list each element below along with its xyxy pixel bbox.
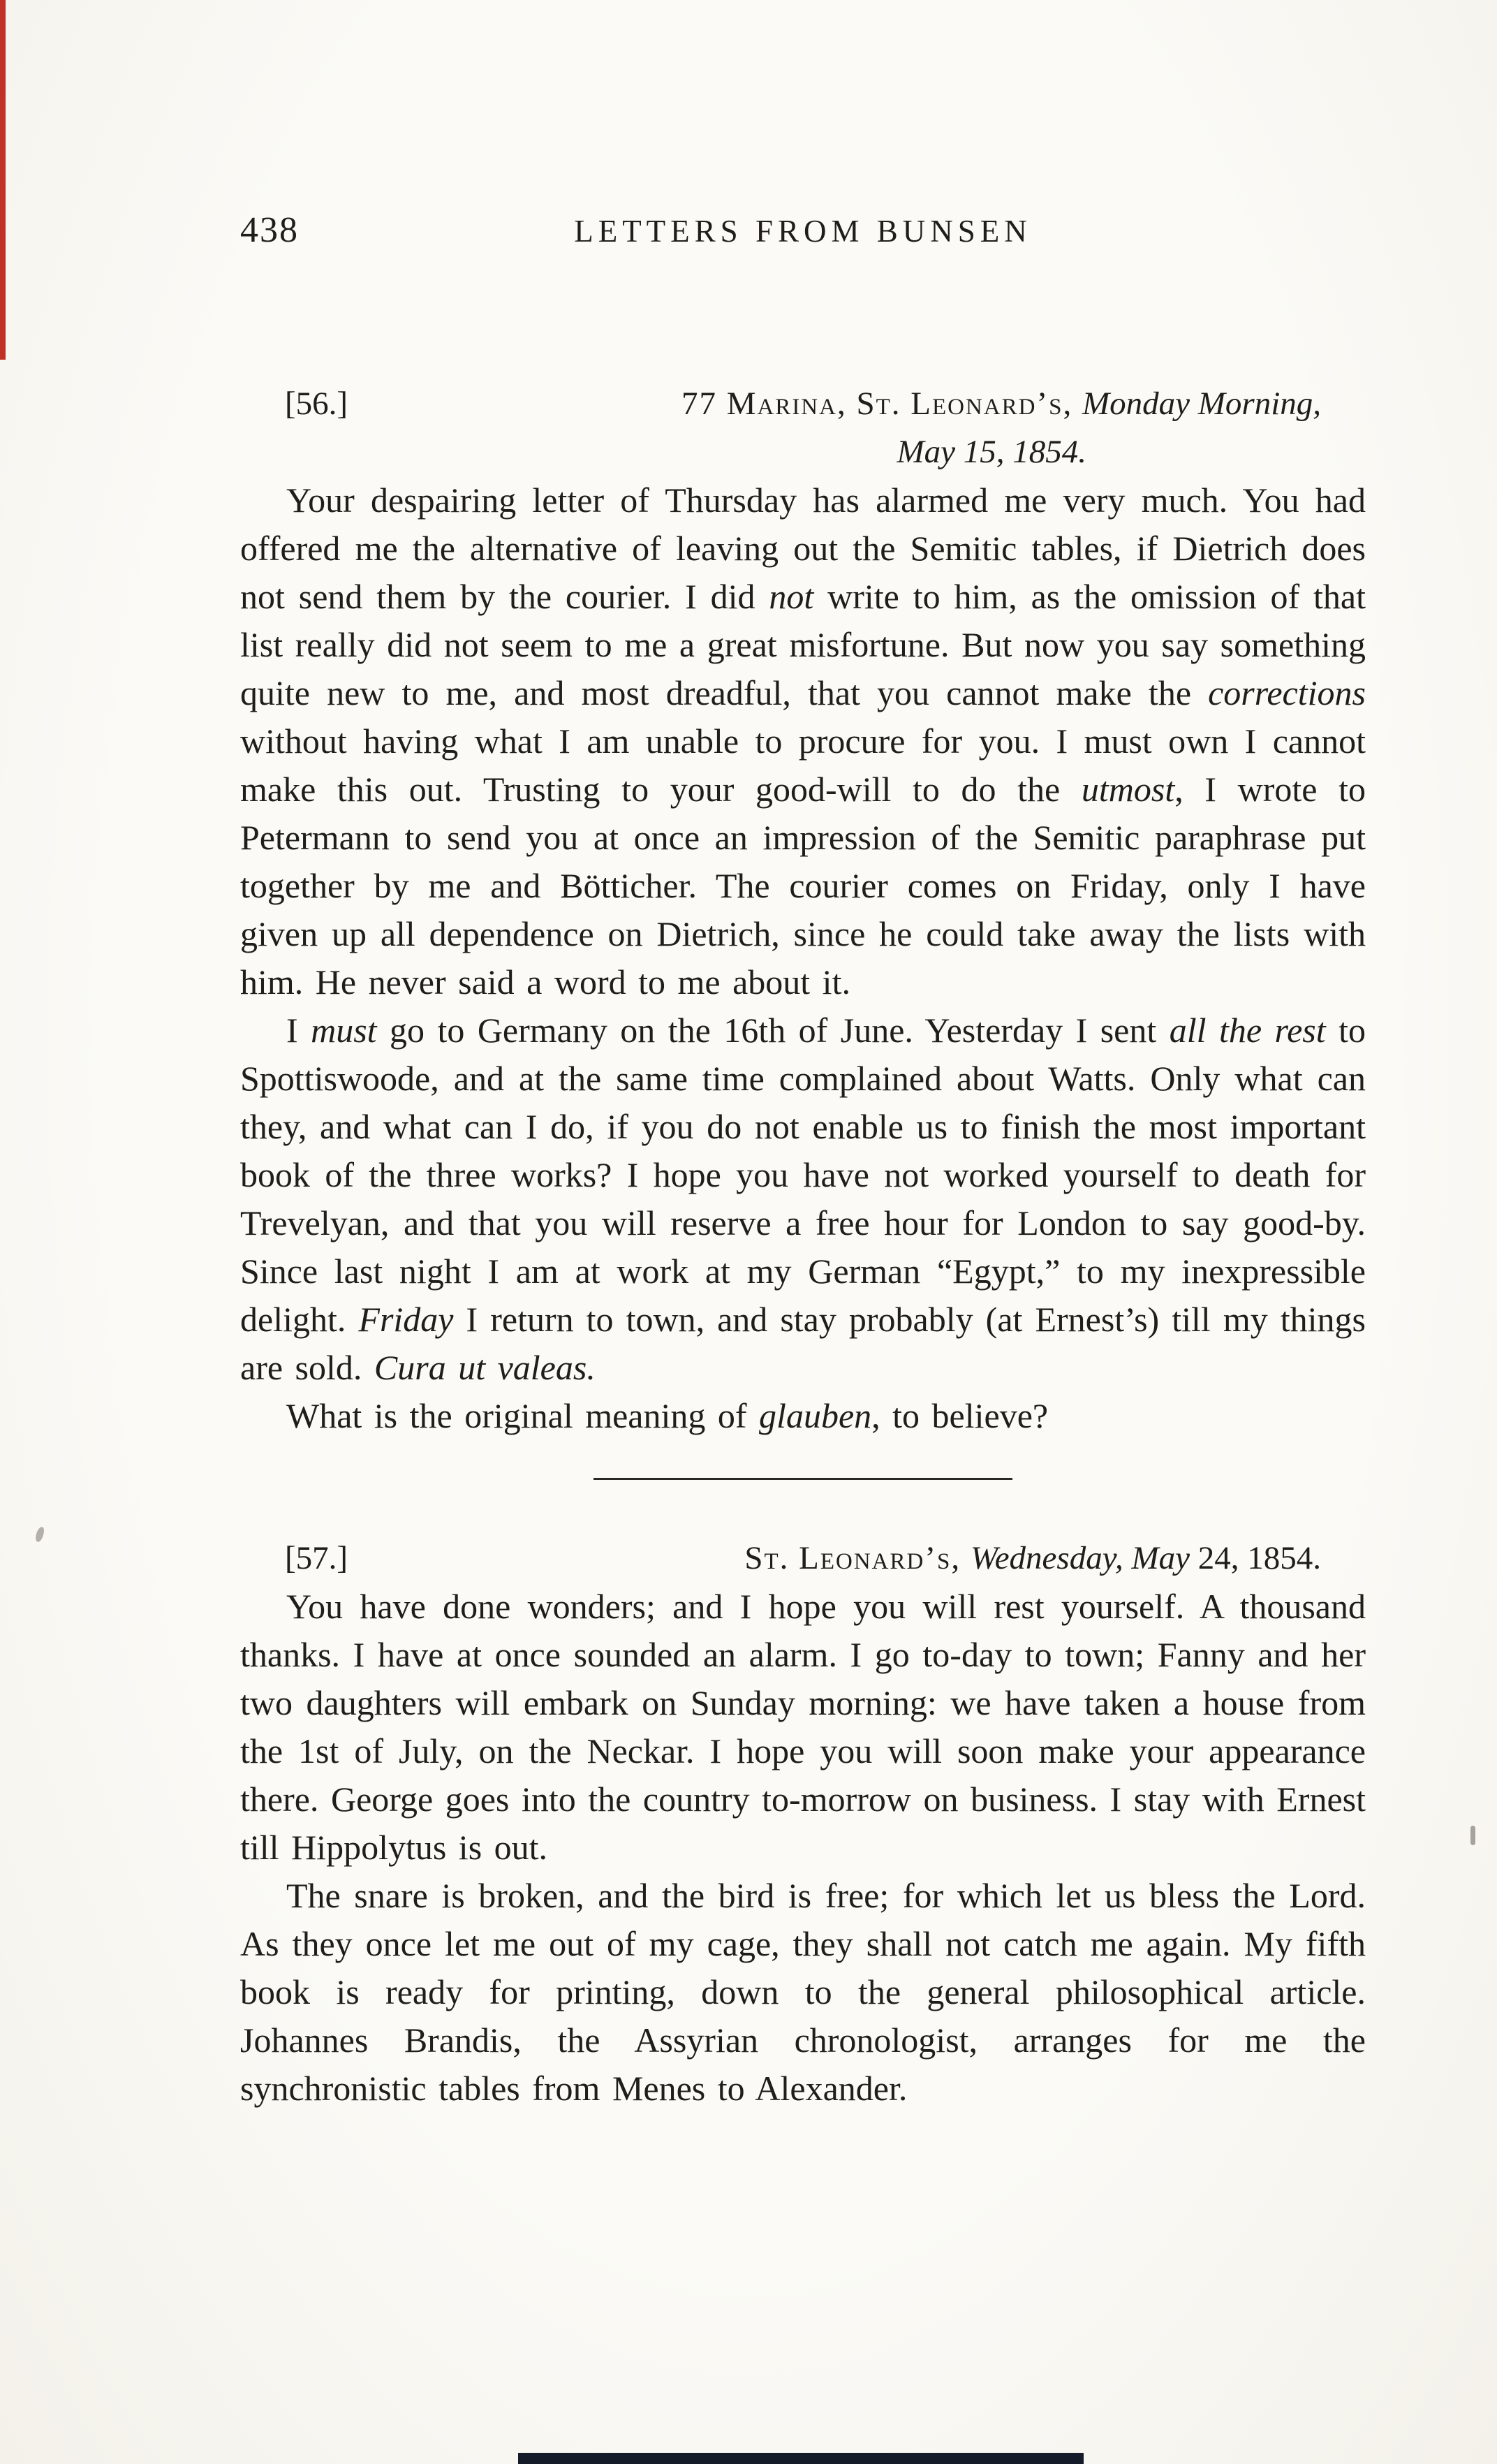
- running-header: LETTERS FROM BUNSEN: [574, 214, 1032, 249]
- letter-paragraph: I must go to Germany on the 16th of June. Yesterday I sent all the rest to Spottiswoode, and at the same time complained about Watts. Only what can they, and what can I do, if you do not enable us to finish the most important book of the three works? I hope you have not worked yourself to death for Trevelyan, and that you will reserve a free hour for London to say good-by. Since last night I am at work at my German “Egypt,” to my inexpressible delight. Friday I return to town, and stay probably (at Ernest’s) till my things are sold. Cura ut valeas.: [240, 1011, 1366, 1387]
- scan-speck: [1470, 1826, 1475, 1845]
- page-header: [240, 210, 1366, 260]
- scan-artifact-dark-strip: [518, 2453, 1084, 2464]
- letter-paragraph: Your despairing letter of Thursday has alarmed me very much. You had offered me the alternative of leaving out the Semitic tables, if Dietrich does not send them by the courier. I did not write to him, as the omission of that list really did not seem to me a great misfortune. But now you say something quite new to me, and most dreadful, that you cannot make the corrections without having what I am unable to procure for you. I must own I cannot make this out. Trusting to your good-will to do the utmost, I wrote to Petermann to send you at once an impression of the Semitic paraphrase put together by me and Bötticher. The courier comes on Friday, only I have given up all dependence on Dietrich, since he could take away the lists with him. He never said a word to me about it.: [240, 481, 1366, 1002]
- letter-dateline-place: St. Leonard’s, Wednesday, May 24, 1854.: [744, 1540, 1321, 1576]
- letter-dateline-date: May 15, 1854.: [897, 434, 1086, 470]
- letter-57-heading: [240, 1534, 1366, 1583]
- scan-speck: [34, 1526, 45, 1543]
- letter-dateline-place: 77 Marina, St. Leonard’s, Monday Morning,: [681, 386, 1321, 422]
- scan-artifact-red-strip: [0, 0, 6, 360]
- letter-number-label: [56.]: [285, 386, 348, 422]
- letter-56-heading: [240, 380, 1366, 476]
- letter-paragraph: What is the original meaning of glauben, to believe?: [286, 1396, 1049, 1435]
- letter-57: [240, 1534, 1366, 2113]
- letter-paragraph: You have done wonders; and I hope you will rest yourself. A thousand thanks. I have at once sounded an alarm. I go to-day to town; Fanny and her two daughters will embark on Sunday morning: we have taken a house from the 1st of July, on the Neckar. I hope you will soon make your appearance there. George goes into the country to-morrow on business. I stay with Ernest till Hippolytus is out.: [240, 1587, 1366, 1867]
- page-number: 438: [240, 210, 299, 250]
- letter-paragraph: The snare is broken, and the bird is free; for which let us bless the Lord. As they once let me out of my cage, they shall not catch me again. My fifth book is ready for printing, down to the general philosophical article. Johannes Brandis, the Assyrian chronologist, arranges for me the synchronistic tables from Menes to Alexander.: [240, 1876, 1366, 2108]
- section-divider-rule: [593, 1478, 1012, 1480]
- letter-56: [240, 380, 1366, 1440]
- letter-number-label: [57.]: [285, 1540, 348, 1576]
- text-column: [240, 0, 1366, 2113]
